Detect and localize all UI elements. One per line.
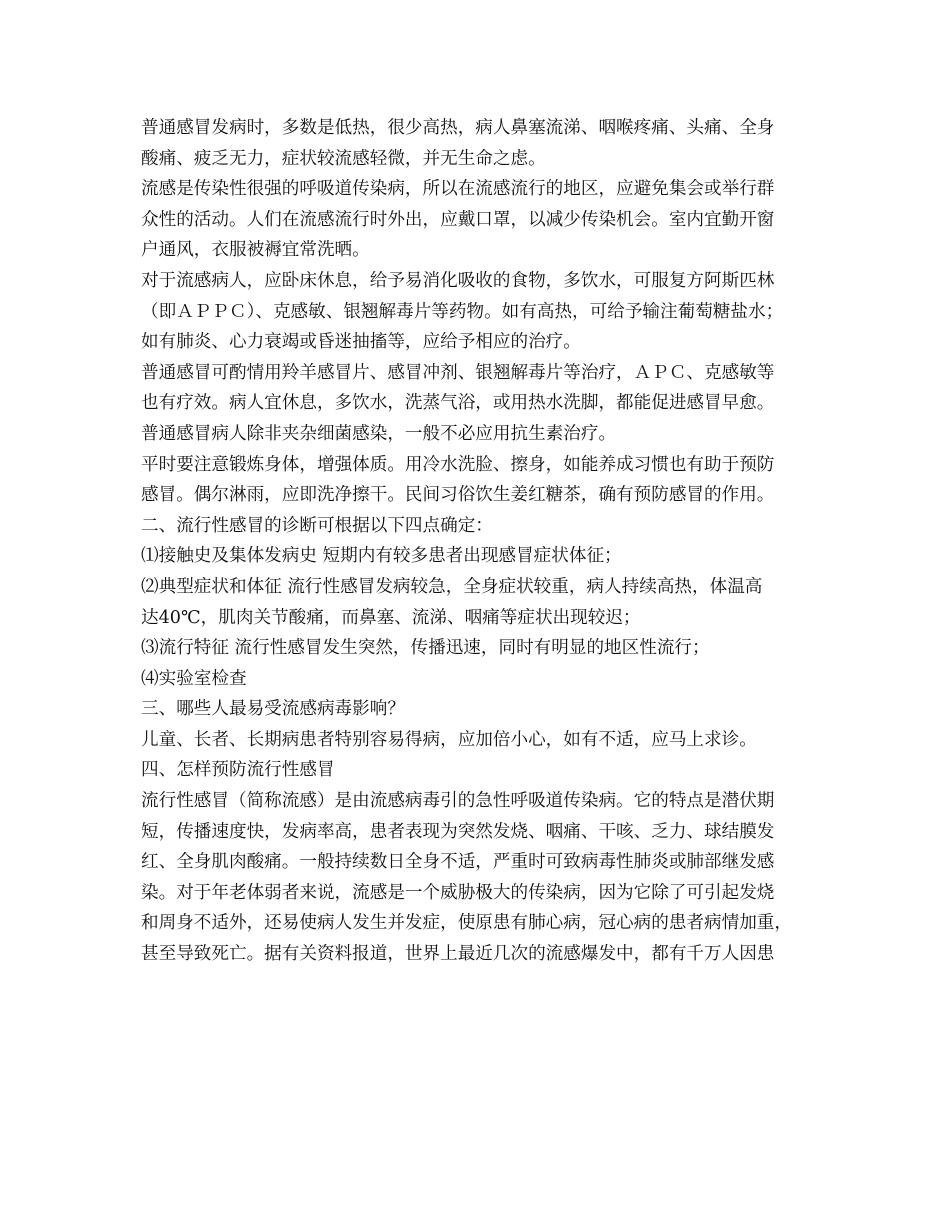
text-line: 染。对于年老体弱者来说，流感是一个威胁极大的传染病，因为它除了可引起发烧 xyxy=(141,882,775,903)
text-line: 酸痛、疲乏无力，症状较流感轻微，并无生命之虑。 xyxy=(141,148,546,169)
section-heading: 四、怎样预防流行性感冒 xyxy=(141,760,335,781)
text-line: 儿童、长者、长期病患者特别容易得病，应加倍小心，如有不适，应马上求诊。 xyxy=(141,729,757,750)
text-line: 如有肺炎、心力衰竭或昏迷抽搐等，应给予相应的治疗。 xyxy=(141,332,581,353)
text-line: （即ＡＰＰＣ）、克感敏、银翘解毒片等药物。如有高热，可给予输注葡萄糖盐水； xyxy=(141,301,784,322)
list-item: ⑴接触史及集体发病史 短期内有较多患者出现感冒症状体征； xyxy=(141,546,622,567)
section-heading: 二、流行性感冒的诊断可根据以下四点确定： xyxy=(141,515,493,536)
text-line: 也有疗效。病人宜休息，多饮水，洗蒸气浴，或用热水洗脚，都能促进感冒早愈。 xyxy=(141,393,775,414)
text-line: 流行性感冒（简称流感）是由流感病毒引的急性呼吸道传染病。它的特点是潜伏期 xyxy=(141,791,775,812)
text-line: 户通风，衣服被褥宜常洗晒。 xyxy=(141,240,370,261)
text-line: 众性的活动。人们在流感流行时外出，应戴口罩，以减少传染机会。室内宜勤开窗 xyxy=(141,209,775,230)
text-line: 短，传播速度快，发病率高，患者表现为突然发烧、咽痛、干咳、乏力、球结膜发 xyxy=(141,821,775,842)
text-line: 感冒。偶尔淋雨，应即洗净擦干。民间习俗饮生姜红糖茶，确有预防感冒的作用。 xyxy=(141,485,775,506)
text-line: 平时要注意锻炼身体，增强体质。用冷水洗脸、擦身，如能养成习惯也有助于预防 xyxy=(141,454,775,475)
list-item: ⑷实验室检查 xyxy=(141,668,247,689)
document-body xyxy=(141,113,823,970)
text-line: 甚至导致死亡。据有关资料报道，世界上最近几次的流感爆发中，都有千万人因患 xyxy=(141,944,775,965)
section-heading: 三、哪些人最易受流感病毒影响？ xyxy=(141,699,405,720)
text-line: 达40℃，肌肉关节酸痛，而鼻塞、流涕、咽痛等症状出现较迟； xyxy=(141,607,641,628)
text-line: 普通感冒可酌情用羚羊感冒片、感冒冲剂、银翘解毒片等治疗，ＡＰＣ、克感敏等 xyxy=(141,362,775,383)
list-item: ⑵典型症状和体征 流行性感冒发病较急，全身症状较重，病人持续高热，体温高 xyxy=(141,576,763,597)
text-line: 普通感冒发病时，多数是低热，很少高热，病人鼻塞流涕、咽喉疼痛、头痛、全身 xyxy=(141,118,775,138)
text-line: 红、全身肌肉酸痛。一般持续数日全身不适，严重时可致病毒性肺炎或肺部继发感 xyxy=(141,852,775,873)
text-line: 流感是传染性很强的呼吸道传染病，所以在流感流行的地区，应避免集会或举行群 xyxy=(141,179,775,200)
text-line: 对于流感病人，应卧床休息，给予易消化吸收的食物，多饮水，可服复方阿斯匹林 xyxy=(141,270,775,291)
list-item: ⑶流行特征 流行性感冒发生突然，传播迅速，同时有明显的地区性流行； xyxy=(141,638,710,659)
text-line: 普通感冒病人除非夹杂细菌感染，一般不必应用抗生素治疗。 xyxy=(141,423,617,444)
text-line: 和周身不适外，还易使病人发生并发症，使原患有肺心病，冠心病的患者病情加重， xyxy=(141,913,792,934)
